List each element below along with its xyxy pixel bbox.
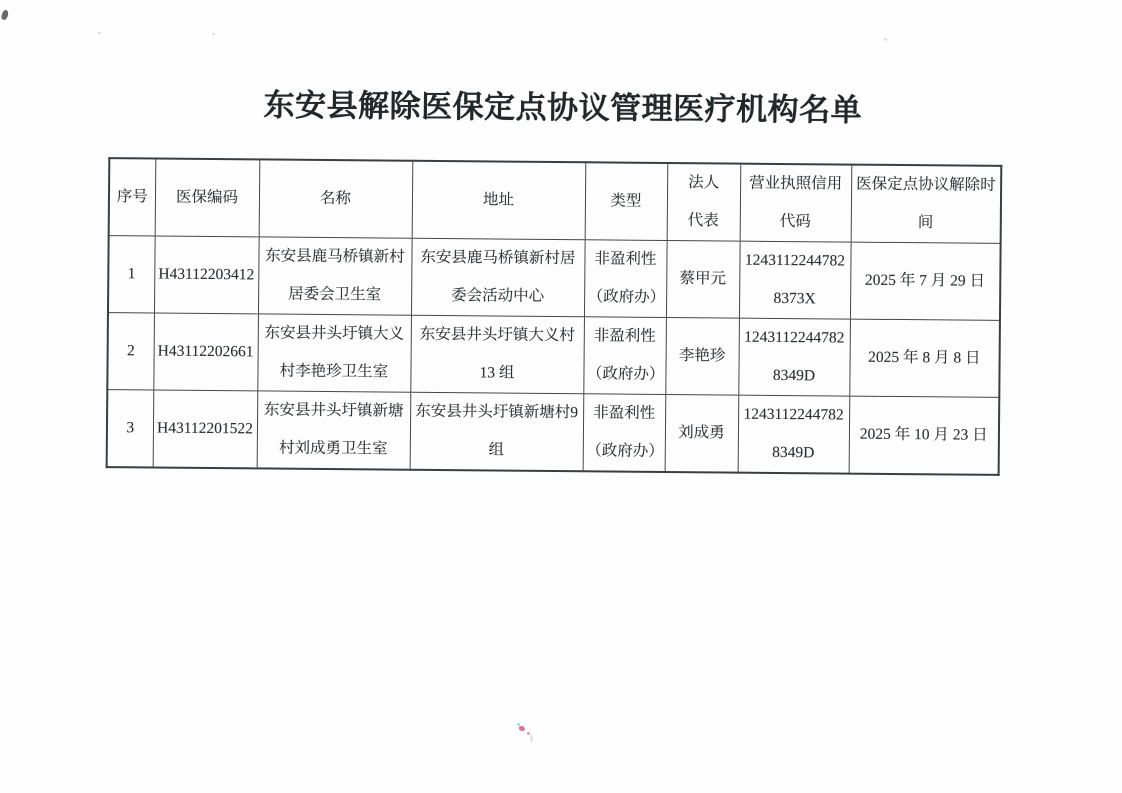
cell-institution-name: 东安县井头圩镇新塘 村刘成勇卫生室: [257, 391, 411, 470]
column-header-license-code: 营业执照信用 代码: [740, 164, 852, 242]
cell-termination-time: 2025 年 10 月 23 日: [849, 396, 1000, 475]
cell-insurance-code: H43112201522: [153, 390, 258, 468]
cell-legal-representative: 李艳珍: [665, 317, 739, 395]
column-header-seq: 序号: [109, 158, 156, 236]
cell-license-code: 1243112244782 8349D: [738, 318, 850, 396]
table-row: [108, 236, 1001, 321]
column-header-insurance-code: 医保编码: [155, 159, 260, 237]
cell-legal-representative: 蔡甲元: [666, 240, 740, 318]
page-title: 东安县解除医保定点协议管理医疗机构名单: [263, 87, 863, 128]
scan-artifact-speck: [212, 33, 215, 35]
terminated-institutions-table: [106, 157, 1003, 476]
cell-address: 东安县井头圩镇新塘村9 组: [410, 392, 584, 471]
cell-insurance-code: H43112203412: [154, 236, 259, 314]
cell-type: 非盈利性 （政府办）: [584, 240, 667, 318]
cell-termination-time: 2025 年 7 月 29 日: [850, 242, 1001, 320]
scan-artifact-speck: [98, 32, 101, 34]
header-row: [109, 158, 1002, 243]
cell-seq: 2: [107, 313, 154, 390]
column-header-address: 地址: [412, 161, 586, 240]
scan-artifact-speck: [530, 734, 533, 742]
column-header-legal-representative: 法人 代表: [667, 163, 741, 241]
cell-institution-name: 东安县鹿马桥镇新村 居委会卫生室: [258, 237, 412, 315]
table-row: [107, 390, 1000, 475]
column-header-name: 名称: [259, 159, 413, 238]
cell-seq: 1: [108, 236, 155, 313]
cell-termination-time: 2025 年 8 月 8 日: [849, 319, 1000, 397]
cell-address: 东安县鹿马桥镇新村居 委会活动中心: [411, 238, 585, 317]
cell-insurance-code: H43112202661: [153, 313, 258, 391]
cell-license-code: 1243112244782 8349D: [738, 395, 850, 473]
cell-institution-name: 东安县井头圩镇大义 村李艳珍卫生室: [257, 314, 411, 392]
cell-legal-representative: 刘成勇: [665, 394, 739, 472]
scan-artifact-speck: [884, 38, 887, 41]
column-header-termination-time: 医保定点协议解除时 间: [851, 165, 1002, 244]
table-row: [107, 313, 1000, 398]
cell-seq: 3: [107, 390, 154, 468]
cell-license-code: 1243112244782 8373X: [739, 241, 851, 319]
scan-artifact-speck: [519, 726, 525, 731]
column-header-type: 类型: [585, 162, 668, 240]
cell-type: 非盈利性 （政府办）: [583, 317, 666, 395]
cell-type: 非盈利性 （政府办）: [583, 394, 666, 472]
cell-address: 东安县井头圩镇大义村 13 组: [410, 315, 584, 394]
